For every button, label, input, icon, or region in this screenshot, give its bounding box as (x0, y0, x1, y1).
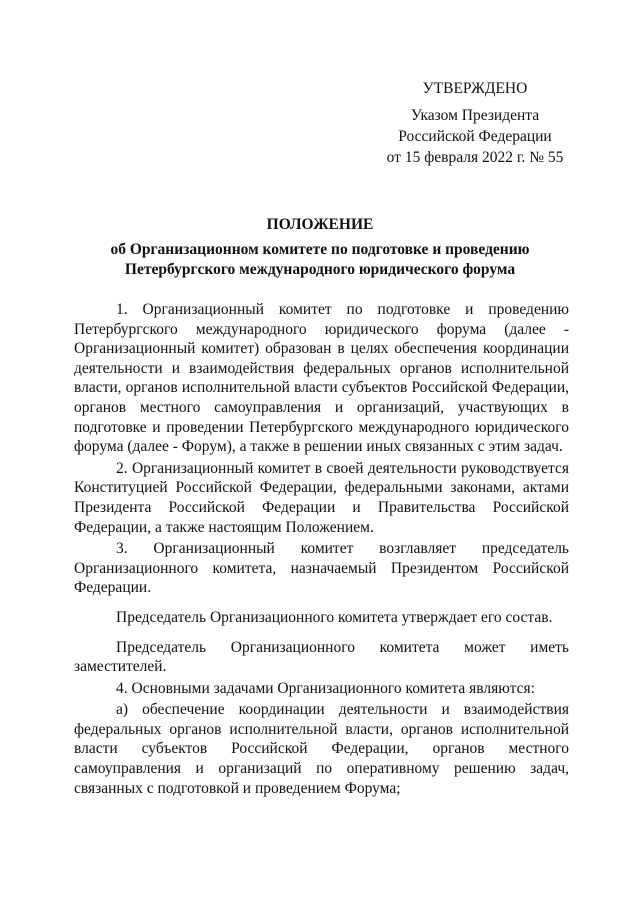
paragraph-2: 2. Организационный комитет в своей деятельности руководствуется Конституцией Российской Федерации, федеральными законами, актами Президента Российской Федерации и Правительства Российской Федерации, а также настоящим Положением. (74, 459, 569, 536)
approval-block (360, 78, 590, 168)
paragraph-3: 3. Организационный комитет возглавляет председатель Организационного комитета, назначаемый Президентом Российской Федерации. (74, 540, 569, 597)
approval-line-3: от 15 февраля 2022 г. № 55 (386, 149, 564, 166)
document-subtitle (60, 240, 580, 280)
approval-line-2: Российской Федерации (398, 128, 552, 145)
document-subtitle-line-2: Петербургского международного юридического форума (124, 261, 516, 278)
paragraph-5: Председатель Организационного комитета может иметь заместителей. (74, 638, 569, 676)
paragraph-4: Председатель Организационного комитета утверждает его состав. (116, 608, 553, 626)
paragraph-6: 4. Основными задачами Организационного комитета являются: (116, 679, 535, 697)
document-title: ПОЛОЖЕНИЕ (266, 216, 374, 233)
document-subtitle-line-1: об Организационном комитете по подготовке и проведению (110, 241, 530, 258)
paragraph-1: 1. Организационный комитет по подготовке и проведению Петербургского международного юридического форума (далее - Организационный комитет) образован в целях обеспечения координации деятельности и взаимодействия федеральных органов исполнительной власти, органов исполнительной власти субъектов Российской Федерации, органов местного самоуправления и организаций, участвующих в подготовке и проведении Петербургского международного юридического форума (далее - Форум), а также в решении иных связанных с этим задач. (74, 301, 569, 456)
paragraph-7: а) обеспечение координации деятельности и взаимодействия федеральных органов исполнительной власти, органов исполнительной власти субъектов Российской Федерации, органов местного самоуправления и организаций по оперативному решению задач, связанных с подготовкой и проведением Форума; (74, 701, 569, 797)
approval-title: УТВЕРЖДЕНО (422, 80, 528, 97)
approval-line-1: Указом Президента (410, 107, 540, 124)
document-body (74, 300, 569, 800)
